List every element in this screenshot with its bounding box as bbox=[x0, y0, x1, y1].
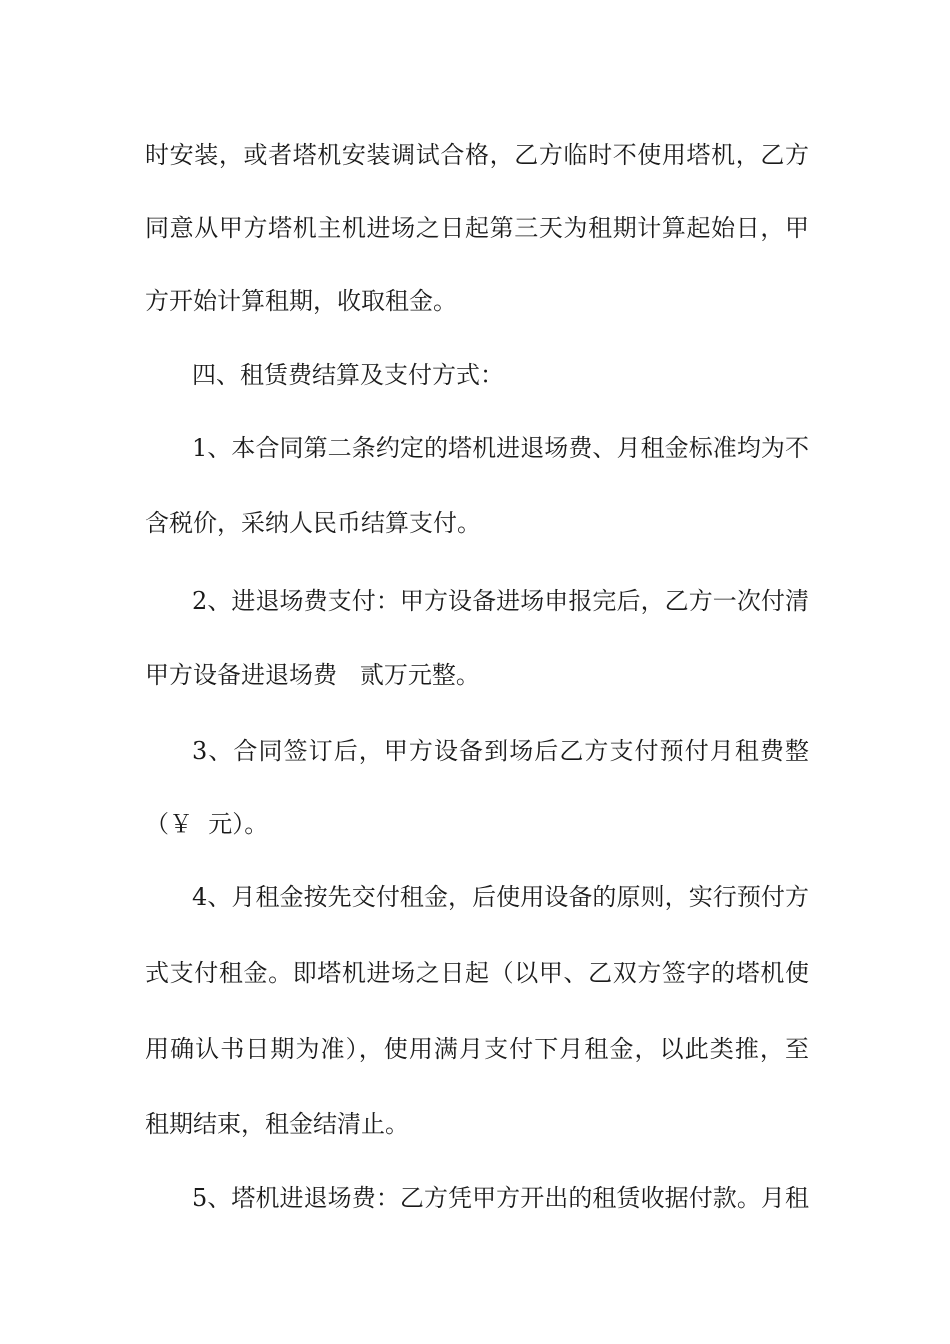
text-line-11: 4、月租金按先交付租金，后使用设备的原则，实行预付方 bbox=[192, 883, 809, 911]
text-line-9: 3、合同签订后，甲方设备到场后乙方支付预付月租费整 bbox=[192, 737, 809, 765]
text-line-2: 同意从甲方塔机主机进场之日起第三天为租期计算起始日，甲 bbox=[145, 214, 809, 242]
text-line-3: 方开始计算租期，收取租金。 bbox=[145, 287, 457, 315]
text-line-12: 式支付租金。即塔机进场之日起（以甲、乙双方签字的塔机使 bbox=[145, 959, 809, 987]
text-line-10: （￥ 元）。 bbox=[145, 810, 269, 838]
text-line-6: 含税价，采纳人民币结算支付。 bbox=[145, 509, 481, 537]
text-line-13: 用确认书日期为准），使用满月支付下月租金，以此类推，至 bbox=[145, 1035, 809, 1063]
text-line-1: 时安装，或者塔机安装调试合格，乙方临时不使用塔机，乙方 bbox=[145, 141, 809, 169]
text-line-15: 5、塔机进退场费：乙方凭甲方开出的租赁收据付款。月租 bbox=[192, 1184, 809, 1212]
text-line-8: 甲方设备进退场费 贰万元整。 bbox=[145, 661, 480, 689]
text-line-5: 1、本合同第二条约定的塔机进退场费、月租金标准均为不 bbox=[192, 434, 809, 462]
text-line-7: 2、进退场费支付：甲方设备进场申报完后，乙方一次付清 bbox=[192, 587, 809, 615]
section-heading-4: 四、租赁费结算及支付方式： bbox=[192, 361, 504, 389]
text-line-14: 租期结束，租金结清止。 bbox=[145, 1110, 409, 1138]
